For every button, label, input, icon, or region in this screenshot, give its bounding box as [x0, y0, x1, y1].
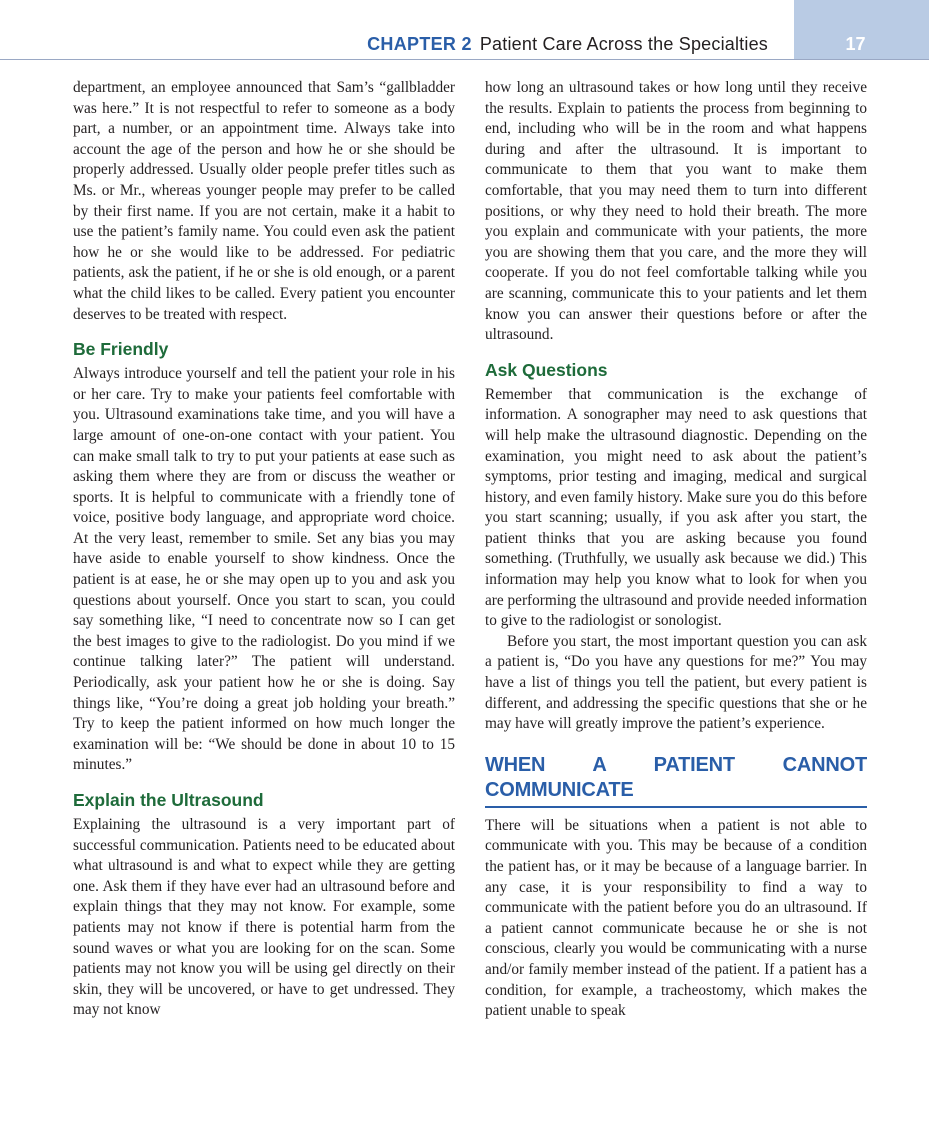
ask-questions-heading: Ask Questions [485, 359, 608, 380]
left-column [73, 78, 455, 1021]
ask-questions-paragraph-1: Remember that communication is the exchange of information. A sonographer may need to ask questions that will help make the ultrasound diagnostic. Depending on the examination, you might need to ask about the patient’s symptoms, prior testing and imaging, medical and surgical history, and even family history. Make sure you do this before you start scanning; usually, if you ask after you start, the patient thinks that you are asking because you found something. (Truthfully, we usually ask because we did.) This information may help you know what to look for when you are performing the ultrasound and provide needed information to give to the radiologist or sonologist. [485, 385, 867, 630]
page-number: 17 [845, 34, 866, 54]
section-heading: WHEN A PATIENT CANNOT COMMUNICATE [485, 753, 867, 808]
chapter-label: CHAPTER 2 [367, 34, 472, 54]
right-column [485, 78, 867, 1022]
intro-paragraph: department, an employee announced that Sam’s “gallbladder was here.” It is not respectful to refer to someone as a body part, a number, or an appointment time. Always take into account the age of the person and how he or she should be properly addressed. Usually older people prefer titles such as Ms. or Mr., whereas younger people may prefer to be called by their first name. If you are not certain, make it a habit to use the patient’s family name. You could even ask the patient how he or she would like to be addressed. For pediatric patients, ask the patient, if he or she is old enough, or a parent what the child likes to be called. Every patient you encounter deserves to be treated with respect. [73, 79, 455, 323]
running-header [0, 30, 794, 58]
ask-questions-paragraph-2: Before you start, the most important question you can ask a patient is, “Do you have any questions for me?” You may have a list of things you tell the patient, but every patient is different, and addressing the specific questions that she or he may have will greatly improve the patient’s experience. [485, 632, 867, 733]
header-rule [0, 59, 929, 60]
be-friendly-heading: Be Friendly [73, 339, 169, 360]
explain-ultrasound-heading: Explain the Ultrasound [73, 790, 264, 810]
chapter-title: Patient Care Across the Specialties [479, 34, 768, 54]
continued-paragraph: how long an ultrasound takes or how long until they receive the results. Explain to patients the process from beginning to end, including who will be in the room and what happens during and after the ultrasound. It is important to communicate to them that you want to make them comfortable, that you may need them to turn into different positions, or why they need to hold their breath. The more you explain and communicate with your patients, the more you are showing them that you care, and the more they will cooperate. If you do not feel comfortable talking while you are scanning, communicate this to your patients and let them know you can answer their questions before or after the ultrasound. [485, 79, 867, 344]
page-number-box [794, 0, 929, 59]
explain-ultrasound-paragraph: Explaining the ultrasound is a very important part of successful communication. Patients need to be educated about what ultrasound is and what to expect while they are getting one. Ask them if they have ever had an ultrasound before and explain things that they may not know. For example, some patients may not know if there is potential harm from the sound waves or what you are looking for on the scan. Some patients may not know you will be using gel directly on their skin, they will be uncovered, or have to get undressed. They may not know [73, 816, 455, 1019]
be-friendly-paragraph: Always introduce yourself and tell the patient your role in his or her care. Try to make your patients feel comfortable with you. Ultrasound examinations take time, and you will have a large amount of one-on-one contact with your patient. You can make small talk to try to put your patients at ease such as asking them where they are from or discuss the weather or sports. It is helpful to communicate with a friendly tone of voice, positive body language, and appropriate word choice. At the very least, remember to smile. Set any bias you may have aside to enable yourself to show kindness. Once the patient is at ease, he or she may open up to you and ask you questions about yourself. Once you start to scan, you could say something like, “I need to concentrate now so I can get the best images to give to the radiologist. Do you mind if we continue talking later?” The patient will understand. Periodically, ask your patient how he or she is doing. Say things like, “You’re doing a great job holding your breath.” Try to keep the patient informed on how much longer the examination will be: “We should be done in about 10 to 15 minutes.” [73, 365, 455, 774]
section-paragraph: There will be situations when a patient is not able to communicate with you. This may be because of a condition the patient has, or it may be because of a language barrier. In any case, it is your responsibility to find a way to communicate with the patient before you do an ultrasound. If a patient cannot communicate because he or she is not conscious, clearly you would be communicating with a nurse and/or family member instead of the patient. If a patient has a condition, for example, a tracheostomy, which makes the patient unable to speak [485, 816, 867, 1020]
